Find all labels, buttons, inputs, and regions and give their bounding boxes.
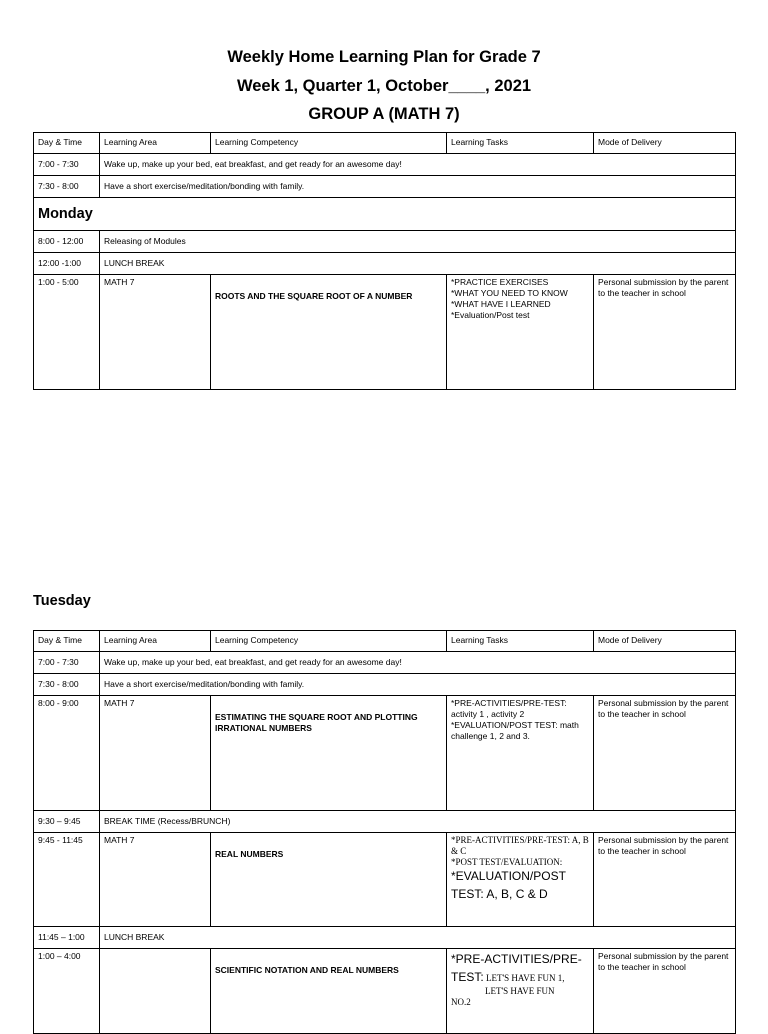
- row-learning-competency: ROOTS AND THE SQUARE ROOT OF A NUMBER: [211, 275, 447, 390]
- table-row: [34, 176, 736, 198]
- task-item: LET'S HAVE FUN 1,: [486, 972, 565, 983]
- row-activity: Have a short exercise/meditation/bonding with family.: [100, 176, 736, 198]
- task-item: *Evaluation/Post test: [451, 310, 530, 320]
- monday-table: [33, 132, 736, 390]
- col-header-learning-area: Learning Area: [100, 133, 211, 154]
- task-item: *WHAT HAVE I LEARNED: [451, 299, 551, 309]
- row-activity: Releasing of Modules: [100, 231, 736, 253]
- row-time: 8:00 - 12:00: [34, 231, 100, 253]
- col-header-learning-competency: Learning Competency: [211, 631, 447, 652]
- table-header-row: [34, 631, 736, 652]
- row-activity: LUNCH BREAK: [100, 253, 736, 275]
- day-label-tuesday: Tuesday: [33, 593, 91, 609]
- table-row: [34, 253, 736, 275]
- row-learning-tasks: [447, 833, 594, 927]
- plan-title: Weekly Home Learning Plan for Grade 7: [227, 48, 541, 66]
- row-activity: LUNCH BREAK: [100, 927, 736, 949]
- table-row: [34, 231, 736, 253]
- col-header-day-time: Day & Time: [34, 631, 100, 652]
- row-learning-competency: SCIENTIFIC NOTATION AND REAL NUMBERS: [211, 949, 447, 1034]
- task-item: *EVALUATION/POST TEST: A, B, C & D: [451, 869, 566, 901]
- row-learning-tasks: [447, 696, 594, 811]
- task-item: *POST TEST/EVALUATION:: [451, 857, 563, 867]
- table-row: [34, 833, 736, 927]
- table-row: [34, 696, 736, 811]
- task-item: LET'S HAVE FUN: [485, 986, 555, 996]
- plan-group: GROUP A (MATH 7): [308, 105, 460, 123]
- row-time: 1:00 – 4:00: [34, 949, 100, 1034]
- row-learning-tasks: [447, 949, 594, 1034]
- col-header-learning-tasks: Learning Tasks: [447, 133, 594, 154]
- task-item: *PRE-ACTIVITIES/PRE-TEST: activity 1 , activity 2: [451, 698, 567, 719]
- row-time: 8:00 - 9:00: [34, 696, 100, 811]
- task-item: *EVALUATION/POST TEST: math challenge 1, 2 and 3.: [451, 720, 579, 741]
- row-time: 9:30 – 9:45: [34, 811, 100, 833]
- row-learning-area: MATH 7: [100, 833, 211, 927]
- task-item: *WHAT YOU NEED TO KNOW: [451, 288, 568, 298]
- row-learning-area: [100, 949, 211, 1034]
- task-item: NO.2: [451, 997, 471, 1007]
- row-activity: Wake up, make up your bed, eat breakfast, and get ready for an awesome day!: [100, 652, 736, 674]
- row-time: 12:00 -1:00: [34, 253, 100, 275]
- row-time: 7:00 - 7:30: [34, 154, 100, 176]
- row-learning-area: MATH 7: [100, 275, 211, 390]
- col-header-day-time: Day & Time: [34, 133, 100, 154]
- row-mode-of-delivery: Personal submission by the parent to the teacher in school: [594, 833, 736, 927]
- plan-week: Week 1, Quarter 1, October____, 2021: [236, 77, 532, 95]
- row-time: 7:00 - 7:30: [34, 652, 100, 674]
- table-row: [34, 652, 736, 674]
- row-mode-of-delivery: Personal submission by the parent to the teacher in school: [594, 696, 736, 811]
- task-item: *PRE-ACTIVITIES/PRE-TEST: A, B & C: [451, 835, 589, 856]
- row-time: 9:45 - 11:45: [34, 833, 100, 927]
- table-row: [34, 949, 736, 1034]
- row-mode-of-delivery: Personal submission by the parent to the teacher in school: [594, 275, 736, 390]
- table-row: [34, 275, 736, 390]
- row-learning-competency: REAL NUMBERS: [211, 833, 447, 927]
- col-header-learning-area: Learning Area: [100, 631, 211, 652]
- col-header-learning-competency: Learning Competency: [211, 133, 447, 154]
- row-activity: BREAK TIME (Recess/BRUNCH): [100, 811, 736, 833]
- col-header-mode-of-delivery: Mode of Delivery: [594, 631, 736, 652]
- table-row: [34, 927, 736, 949]
- task-item: *PRACTICE EXERCISES: [451, 277, 549, 287]
- row-learning-competency: ESTIMATING THE SQUARE ROOT AND PLOTTING IRRATIONAL NUMBERS: [211, 696, 447, 811]
- table-header-row: [34, 133, 736, 154]
- row-time: 7:30 - 8:00: [34, 674, 100, 696]
- row-time: 11:45 – 1:00: [34, 927, 100, 949]
- row-time: 7:30 - 8:00: [34, 176, 100, 198]
- col-header-learning-tasks: Learning Tasks: [447, 631, 594, 652]
- day-label-monday: Monday: [38, 206, 93, 222]
- table-row: [34, 811, 736, 833]
- row-learning-tasks: [447, 275, 594, 390]
- table-row: [34, 154, 736, 176]
- row-activity: Wake up, make up your bed, eat breakfast, and get ready for an awesome day!: [100, 154, 736, 176]
- day-row: [34, 198, 736, 231]
- table-row: [34, 674, 736, 696]
- col-header-mode-of-delivery: Mode of Delivery: [594, 133, 736, 154]
- tuesday-table: [33, 630, 736, 1034]
- row-activity: Have a short exercise/meditation/bonding with family.: [100, 674, 736, 696]
- row-learning-area: MATH 7: [100, 696, 211, 811]
- row-mode-of-delivery: Personal submission by the parent to the teacher in school: [594, 949, 736, 1034]
- row-time: 1:00 - 5:00: [34, 275, 100, 390]
- task-item: *PRE-ACTIVITIES/PRE-TEST:: [451, 952, 582, 984]
